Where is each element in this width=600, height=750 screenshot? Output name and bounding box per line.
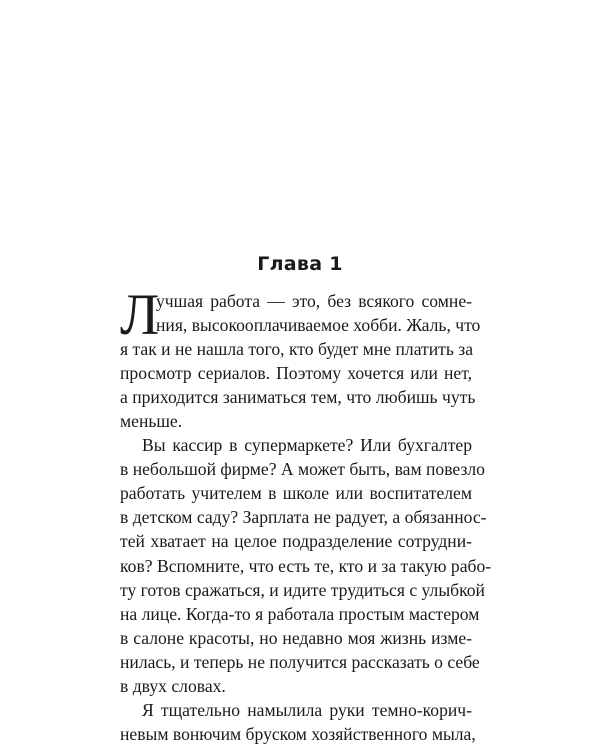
text-line: в детском саду? Зарплата не радует, а обязаннос- bbox=[120, 507, 487, 528]
text-line: в небольшой фирме? А может быть, вам повезло bbox=[120, 459, 485, 480]
body-text bbox=[120, 282, 492, 746]
text-line: Я тщательно намылила руки темно-корич- bbox=[142, 699, 472, 720]
text-line: ния, высокооплачиваемое хобби. Жаль, что bbox=[156, 315, 481, 336]
text-line: Вы кассир в супермаркете? Или бухгалтер bbox=[142, 435, 472, 456]
text-line: я так и не нашла того, кто будет мне платить за bbox=[120, 339, 474, 360]
text-line: учшая работа — это, без всякого сомне- bbox=[156, 291, 472, 311]
drop-cap: Л bbox=[120, 282, 160, 347]
text-line: ков? Вспомните, что есть те, кто и за такую рабо- bbox=[120, 555, 492, 576]
text-line: просмотр сериалов. Поэтому хочется или нет, bbox=[120, 363, 472, 384]
paragraph-1 bbox=[120, 282, 481, 433]
text-line: невым вонючим бруском хозяйственного мыла, bbox=[120, 723, 476, 744]
text-line: нилась, и теперь не получится рассказать о себе bbox=[120, 651, 480, 672]
paragraph-2 bbox=[120, 433, 492, 698]
text-line: меньше. bbox=[120, 411, 183, 432]
paragraph-3 bbox=[120, 698, 476, 746]
text-line: тей хватает на целое подразделение сотрудни- bbox=[120, 531, 472, 552]
text-line: ту готов сражаться, и идите трудиться с улыбкой bbox=[120, 579, 485, 600]
text-line: а приходится заниматься тем, что любишь чуть bbox=[120, 387, 476, 408]
chapter-title: Глава 1 bbox=[257, 253, 343, 275]
text-line: на лице. Когда-то я работала простым мастером bbox=[120, 603, 480, 624]
text-line: в двух словах. bbox=[120, 675, 226, 696]
text-line: в салоне красоты, но недавно моя жизнь изме- bbox=[120, 627, 472, 648]
text-line: работать учителем в школе или воспитателем bbox=[120, 483, 472, 504]
